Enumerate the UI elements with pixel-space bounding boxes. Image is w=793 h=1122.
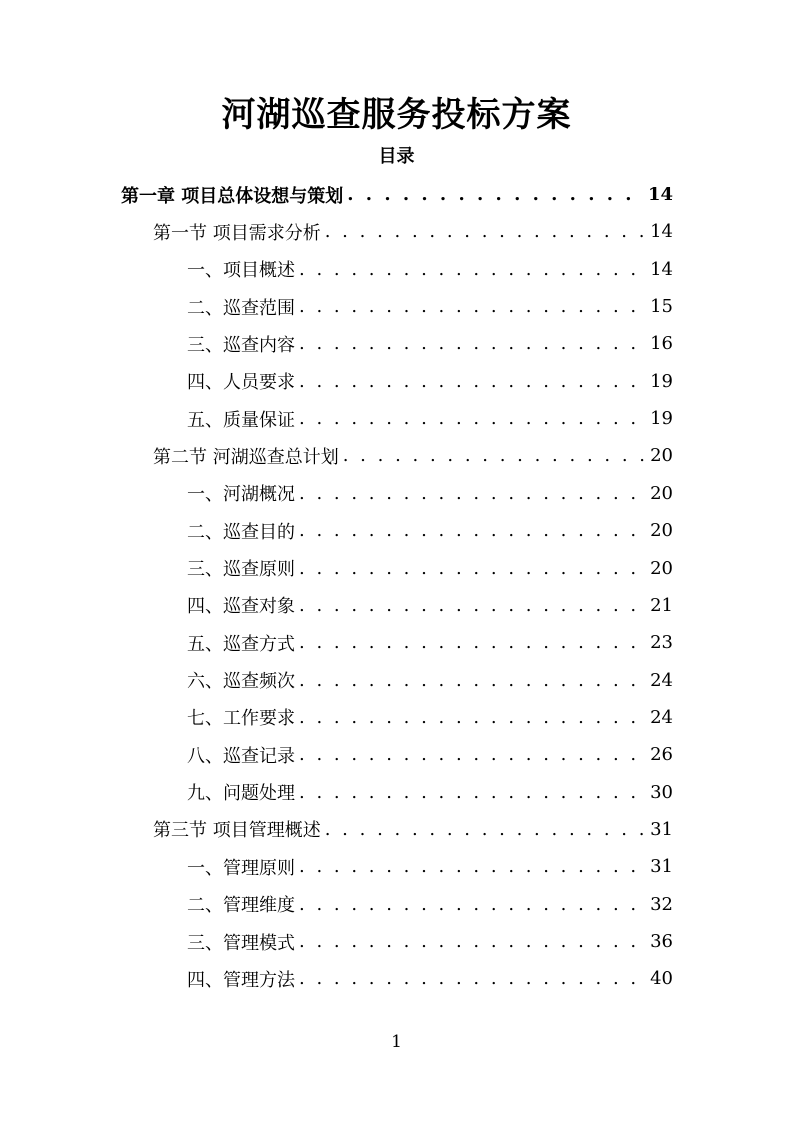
toc-entry-label: 第一章 项目总体设想与策划 — [121, 185, 344, 207]
toc-dot-leader — [299, 520, 644, 541]
toc-entry-label: 一、项目概述 — [187, 260, 295, 282]
toc-subsection-entry[interactable] — [187, 848, 673, 885]
toc-dot-leader — [299, 371, 644, 392]
toc-entry-page-number: 14 — [650, 221, 673, 243]
toc-section-entry[interactable] — [153, 213, 673, 250]
toc-section-entry[interactable] — [153, 811, 673, 848]
toc-dot-leader — [299, 558, 644, 579]
toc-entry-page-number: 24 — [650, 669, 673, 691]
toc-entry-label: 五、质量保证 — [187, 409, 295, 431]
toc-entry-label: 一、河湖概况 — [187, 484, 295, 506]
toc-entry-page-number: 19 — [650, 370, 673, 392]
toc-entry-label: 第三节 项目管理概述 — [153, 820, 321, 842]
toc-entry-page-number: 14 — [647, 184, 673, 205]
toc-dot-leader — [299, 782, 644, 803]
toc-subsection-entry[interactable] — [187, 662, 673, 699]
toc-dot-leader — [299, 856, 644, 877]
toc-dot-leader — [299, 632, 644, 653]
toc-heading: 目录 — [378, 146, 415, 167]
toc-dot-leader — [299, 931, 644, 952]
toc-entry-page-number: 23 — [650, 632, 673, 654]
toc-entry-label: 三、巡查原则 — [187, 559, 295, 580]
toc-entry-page-number: 20 — [650, 520, 673, 542]
toc-entry-page-number: 24 — [650, 706, 673, 728]
toc-entry-page-number: 14 — [650, 258, 673, 280]
toc-entry-page-number: 15 — [650, 296, 673, 318]
toc-entry-label: 四、管理方法 — [187, 969, 295, 991]
toc-entry-page-number: 20 — [650, 557, 673, 579]
toc-entry-label: 六、巡查频次 — [187, 671, 295, 693]
toc-dot-leader — [325, 819, 644, 840]
toc-entry-label: 八、巡查记录 — [187, 745, 295, 767]
toc-entry-page-number: 16 — [650, 333, 673, 355]
toc-entry-page-number: 19 — [650, 408, 673, 430]
toc-subsection-entry[interactable] — [187, 512, 673, 549]
toc-entry-label: 二、管理维度 — [187, 895, 295, 917]
toc-entry-label: 二、巡查目的 — [187, 521, 295, 543]
toc-dot-leader — [325, 221, 644, 242]
toc-section-entry[interactable] — [153, 437, 673, 474]
toc-dot-leader — [299, 333, 644, 354]
toc-entry-page-number: 40 — [650, 968, 673, 990]
toc-dot-leader — [343, 445, 644, 466]
toc-dot-leader — [299, 968, 644, 989]
toc-entry-page-number: 26 — [650, 744, 673, 766]
toc-entry-label: 四、巡查对象 — [187, 596, 295, 618]
toc-subsection-entry[interactable] — [187, 325, 673, 362]
toc-entry-label: 四、人员要求 — [187, 372, 295, 394]
footer-page-number: 1 — [391, 1032, 402, 1052]
toc-subsection-entry[interactable] — [187, 363, 673, 400]
toc-dot-leader — [347, 184, 642, 205]
toc-subsection-entry[interactable] — [187, 774, 673, 811]
toc-entry-label: 三、巡查内容 — [187, 334, 295, 356]
toc-subsection-entry[interactable] — [187, 624, 673, 661]
toc-subsection-entry[interactable] — [187, 288, 673, 325]
toc-entry-label: 三、管理模式 — [187, 932, 295, 954]
toc-entry-page-number: 32 — [650, 893, 673, 915]
toc-entry-page-number: 31 — [650, 856, 673, 878]
toc-subsection-entry[interactable] — [187, 960, 673, 997]
toc-entry-label: 二、巡查范围 — [187, 297, 295, 319]
toc-entry-page-number: 20 — [650, 445, 673, 467]
toc-subsection-entry[interactable] — [187, 587, 673, 624]
toc-subsection-entry[interactable] — [187, 475, 673, 512]
toc-dot-leader — [299, 296, 644, 317]
toc-dot-leader — [299, 707, 644, 728]
toc-entry-label: 第二节 河湖巡查总计划 — [153, 446, 339, 468]
toc-entry-label: 七、工作要求 — [187, 708, 295, 730]
toc-entry-page-number: 20 — [650, 482, 673, 504]
toc-entry-page-number: 36 — [650, 931, 673, 952]
toc-entry-label: 五、巡查方式 — [187, 633, 295, 655]
toc-dot-leader — [299, 483, 644, 504]
toc-subsection-entry[interactable] — [187, 923, 673, 960]
toc-chapter-entry[interactable] — [121, 176, 673, 213]
toc-entry-page-number: 21 — [650, 594, 673, 616]
toc-dot-leader — [299, 259, 644, 280]
toc-subsection-entry[interactable] — [187, 550, 673, 587]
toc-dot-leader — [299, 894, 644, 915]
toc-entry-label: 一、管理原则 — [187, 857, 295, 879]
toc-entry-label: 九、问题处理 — [187, 783, 295, 805]
toc-subsection-entry[interactable] — [187, 400, 673, 437]
document-title: 河湖巡查服务投标方案 — [221, 95, 572, 135]
toc-entry-label: 第一节 项目需求分析 — [153, 222, 321, 244]
toc-subsection-entry[interactable] — [187, 886, 673, 923]
toc-dot-leader — [299, 595, 644, 616]
toc-entry-page-number: 31 — [650, 818, 673, 840]
toc-dot-leader — [299, 670, 644, 691]
toc-entry-page-number: 30 — [650, 781, 673, 803]
toc-dot-leader — [299, 408, 644, 429]
toc-dot-leader — [299, 744, 644, 765]
toc-subsection-entry[interactable] — [187, 736, 673, 773]
toc-subsection-entry[interactable] — [187, 699, 673, 736]
toc-subsection-entry[interactable] — [187, 251, 673, 288]
